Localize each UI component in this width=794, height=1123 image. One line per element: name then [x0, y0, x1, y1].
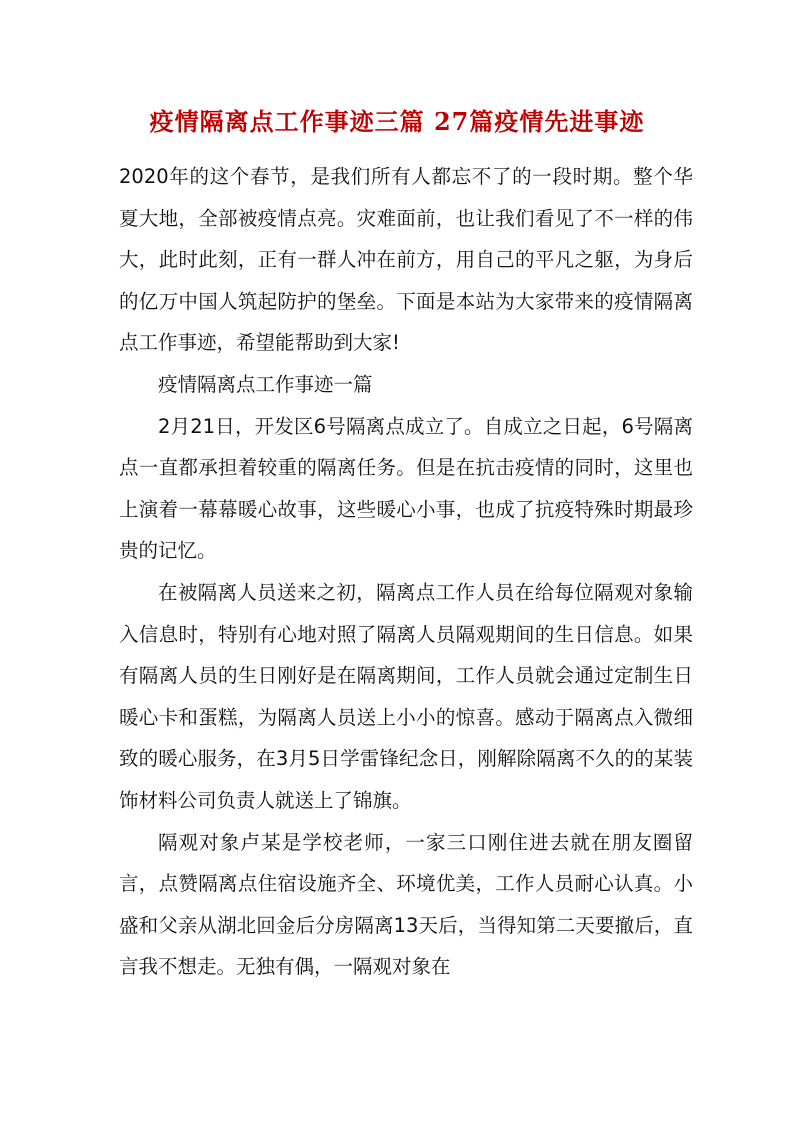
- body-paragraph-2: 在被隔离人员送来之初，隔离点工作人员在给每位隔观对象输入信息时，特别有心地对照了隔离人员隔观期间的生日信息。如果有隔离人员的生日刚好是在隔离期间，工作人员就会通过定制生日暖心卡和蛋糕，为隔离人员送上小小的惊喜。感动于隔离点入微细致的暖心服务，在3月5日学雷锋纪念日，刚解除隔离不久的的某装饰材料公司负责人就送上了锦旗。: [119, 580, 693, 812]
- intro-paragraph: 2020年的这个春节，是我们所有人都忘不了的一段时期。整个华夏大地，全部被疫情点亮。灾难面前，也让我们看见了不一样的伟大，此时此刻，正有一群人冲在前方，用自己的平凡之躯，为身后的亿万中国人筑起防护的堡垒。下面是本站为大家带来的疫情隔离点工作事迹，希望能帮助到大家!: [119, 165, 693, 355]
- section-heading: 疫情隔离点工作事迹一篇: [158, 372, 373, 396]
- document-body: [119, 156, 693, 988]
- body-paragraph-3: 隔观对象卢某是学校老师，一家三口刚住进去就在朋友圈留言，点赞隔离点住宿设施齐全、环境优美，工作人员耐心认真。小盛和父亲从湖北回金后分房隔离13天后，当得知第二天要撤后，直言我不想走。无独有偶，一隔观对象在: [119, 830, 693, 979]
- body-paragraph-1: 2月21日，开发区6号隔离点成立了。自成立之日起，6号隔离点一直都承担着较重的隔离任务。但是在抗击疫情的同时，这里也上演着一幕幕暖心故事，这些暖心小事，也成了抗疫特殊时期最珍贵的记忆。: [119, 414, 693, 563]
- document-title: 疫情隔离点工作事迹三篇 27篇疫情先进事迹: [149, 107, 645, 136]
